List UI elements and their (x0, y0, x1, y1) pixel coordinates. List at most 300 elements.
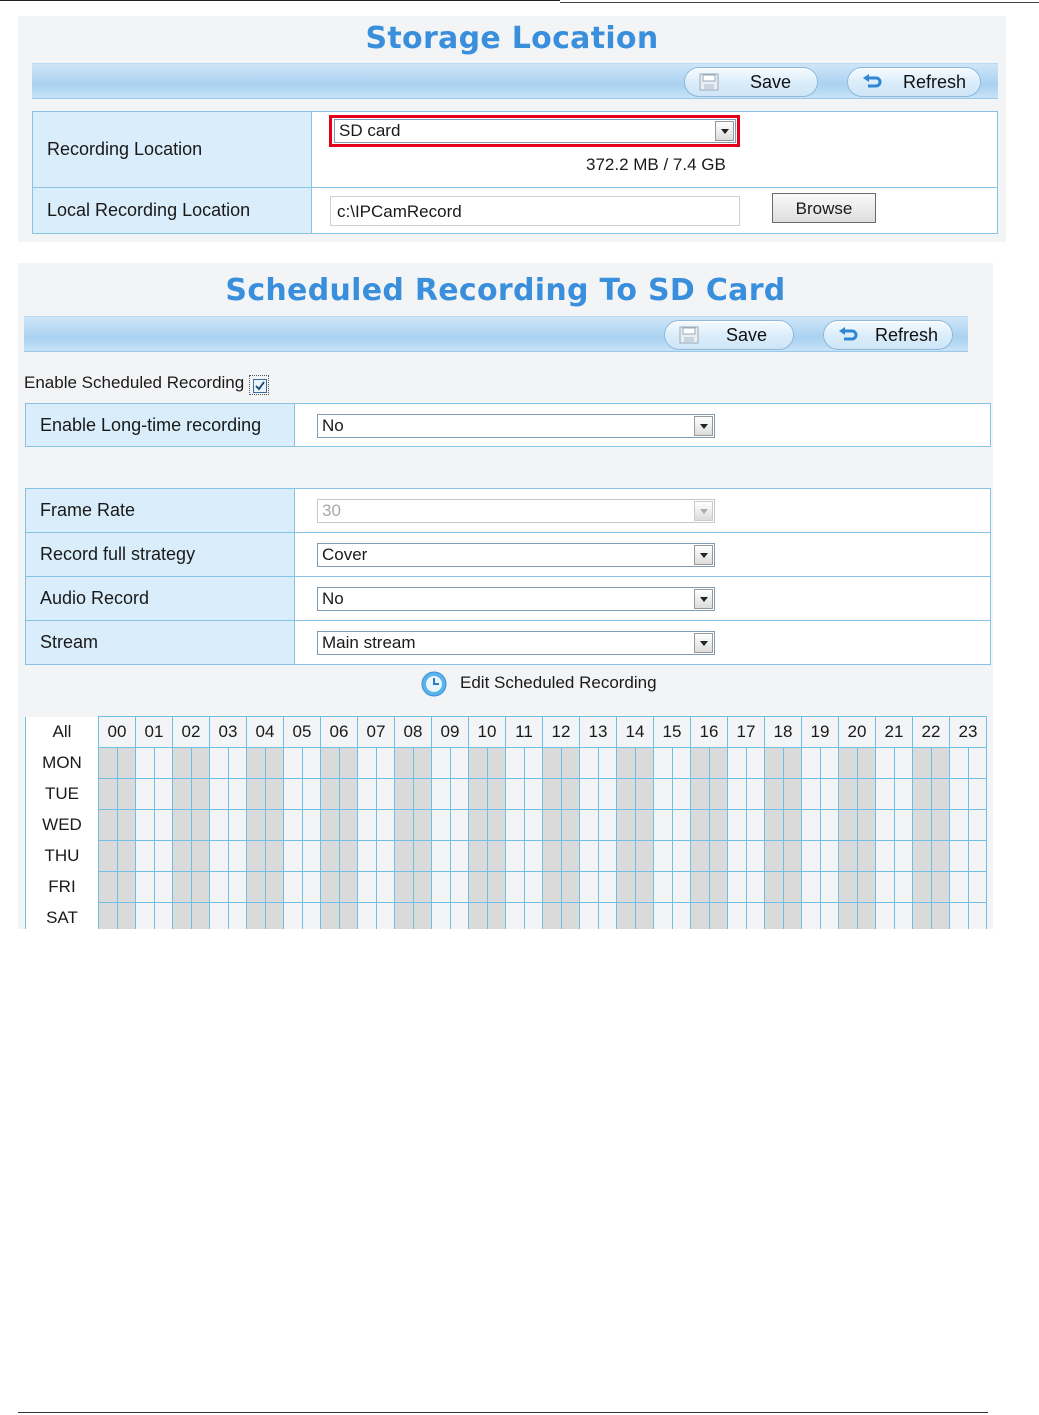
hour-header[interactable]: 14 (617, 717, 654, 748)
schedule-slot[interactable] (728, 903, 747, 930)
schedule-slot[interactable] (524, 810, 543, 841)
schedule-slot[interactable] (802, 748, 821, 779)
edit-scheduled-recording-link[interactable]: Edit Scheduled Recording (460, 673, 657, 692)
schedule-slot[interactable] (117, 841, 136, 872)
schedule-slot[interactable] (635, 748, 654, 779)
schedule-slot[interactable] (802, 841, 821, 872)
hour-header[interactable]: 05 (284, 717, 321, 748)
schedule-slot[interactable] (654, 872, 673, 903)
schedule-slot[interactable] (247, 748, 266, 779)
schedule-slot[interactable] (210, 872, 229, 903)
schedule-slot[interactable] (728, 841, 747, 872)
schedule-slot[interactable] (728, 810, 747, 841)
schedule-slot[interactable] (247, 903, 266, 930)
schedule-slot[interactable] (580, 903, 599, 930)
schedule-slot[interactable] (191, 872, 210, 903)
schedule-slot[interactable] (136, 810, 155, 841)
schedule-slot[interactable] (450, 810, 469, 841)
schedule-refresh-button[interactable] (823, 320, 953, 350)
schedule-slot[interactable] (376, 779, 395, 810)
schedule-slot[interactable] (802, 810, 821, 841)
schedule-slot[interactable] (839, 748, 858, 779)
schedule-slot[interactable] (339, 810, 358, 841)
schedule-slot[interactable] (173, 903, 192, 930)
schedule-slot[interactable] (672, 903, 691, 930)
clock-icon[interactable] (421, 671, 447, 697)
schedule-slot[interactable] (302, 810, 321, 841)
schedule-slot[interactable] (968, 810, 987, 841)
schedule-slot[interactable] (506, 810, 525, 841)
schedule-slot[interactable] (99, 779, 118, 810)
schedule-slot[interactable] (487, 903, 506, 930)
schedule-slot[interactable] (302, 841, 321, 872)
schedule-slot[interactable] (635, 872, 654, 903)
schedule-slot[interactable] (506, 748, 525, 779)
schedule-slot[interactable] (839, 903, 858, 930)
schedule-slot[interactable] (561, 779, 580, 810)
hour-header[interactable]: 23 (950, 717, 987, 748)
schedule-slot[interactable] (672, 841, 691, 872)
schedule-slot[interactable] (321, 810, 340, 841)
schedule-slot[interactable] (617, 903, 636, 930)
schedule-slot[interactable] (598, 748, 617, 779)
day-label[interactable]: MON (26, 748, 99, 779)
schedule-slot[interactable] (839, 810, 858, 841)
schedule-slot[interactable] (339, 748, 358, 779)
enable-scheduled-checkbox-focus[interactable] (249, 375, 269, 395)
schedule-slot[interactable] (783, 748, 802, 779)
schedule-slot[interactable] (765, 872, 784, 903)
schedule-slot[interactable] (728, 779, 747, 810)
schedule-slot[interactable] (432, 841, 451, 872)
schedule-slot[interactable] (487, 748, 506, 779)
schedule-slot[interactable] (672, 810, 691, 841)
schedule-slot[interactable] (783, 841, 802, 872)
schedule-slot[interactable] (210, 748, 229, 779)
schedule-slot[interactable] (968, 779, 987, 810)
schedule-slot[interactable] (469, 810, 488, 841)
schedule-slot[interactable] (672, 872, 691, 903)
schedule-slot[interactable] (802, 903, 821, 930)
schedule-slot[interactable] (561, 748, 580, 779)
schedule-slot[interactable] (839, 872, 858, 903)
schedule-slot[interactable] (543, 779, 562, 810)
schedule-slot[interactable] (117, 779, 136, 810)
schedule-slot[interactable] (654, 779, 673, 810)
schedule-slot[interactable] (210, 903, 229, 930)
hour-header[interactable]: 12 (543, 717, 580, 748)
schedule-slot[interactable] (469, 872, 488, 903)
schedule-slot[interactable] (709, 903, 728, 930)
schedule-slot[interactable] (950, 903, 969, 930)
schedule-slot[interactable] (191, 841, 210, 872)
hour-header[interactable]: 13 (580, 717, 617, 748)
schedule-slot[interactable] (931, 779, 950, 810)
schedule-slot[interactable] (339, 872, 358, 903)
hour-header[interactable]: 21 (876, 717, 913, 748)
schedule-slot[interactable] (154, 841, 173, 872)
schedule-slot[interactable] (820, 779, 839, 810)
schedule-slot[interactable] (117, 810, 136, 841)
schedule-slot[interactable] (820, 903, 839, 930)
long-time-select[interactable] (317, 414, 715, 438)
schedule-slot[interactable] (117, 748, 136, 779)
schedule-slot[interactable] (284, 810, 303, 841)
hour-header[interactable]: 00 (99, 717, 136, 748)
schedule-slot[interactable] (376, 841, 395, 872)
schedule-slot[interactable] (395, 903, 414, 930)
schedule-slot[interactable] (339, 779, 358, 810)
day-label[interactable]: FRI (26, 872, 99, 903)
schedule-slot[interactable] (321, 841, 340, 872)
schedule-slot[interactable] (376, 903, 395, 930)
schedule-slot[interactable] (876, 748, 895, 779)
schedule-slot[interactable] (950, 779, 969, 810)
hour-header[interactable]: 08 (395, 717, 432, 748)
schedule-slot[interactable] (506, 903, 525, 930)
schedule-slot[interactable] (839, 841, 858, 872)
schedule-slot[interactable] (376, 748, 395, 779)
schedule-slot[interactable] (857, 779, 876, 810)
schedule-slot[interactable] (580, 748, 599, 779)
schedule-slot[interactable] (154, 810, 173, 841)
schedule-slot[interactable] (228, 903, 247, 930)
schedule-slot[interactable] (413, 841, 432, 872)
schedule-slot[interactable] (598, 779, 617, 810)
schedule-slot[interactable] (99, 748, 118, 779)
schedule-slot[interactable] (395, 810, 414, 841)
schedule-slot[interactable] (136, 841, 155, 872)
schedule-slot[interactable] (635, 810, 654, 841)
schedule-slot[interactable] (691, 841, 710, 872)
schedule-slot[interactable] (709, 872, 728, 903)
schedule-slot[interactable] (672, 748, 691, 779)
schedule-slot[interactable] (783, 872, 802, 903)
schedule-slot[interactable] (543, 841, 562, 872)
schedule-slot[interactable] (894, 872, 913, 903)
schedule-slot[interactable] (617, 810, 636, 841)
hour-header[interactable]: 18 (765, 717, 802, 748)
schedule-slot[interactable] (913, 748, 932, 779)
schedule-slot[interactable] (598, 810, 617, 841)
schedule-slot[interactable] (413, 779, 432, 810)
schedule-slot[interactable] (524, 841, 543, 872)
day-label[interactable]: TUE (26, 779, 99, 810)
schedule-slot[interactable] (450, 841, 469, 872)
schedule-slot[interactable] (358, 748, 377, 779)
schedule-slot[interactable] (728, 748, 747, 779)
schedule-slot[interactable] (469, 841, 488, 872)
schedule-slot[interactable] (913, 841, 932, 872)
schedule-slot[interactable] (950, 841, 969, 872)
schedule-slot[interactable] (857, 841, 876, 872)
schedule-slot[interactable] (746, 841, 765, 872)
day-label[interactable]: THU (26, 841, 99, 872)
schedule-slot[interactable] (950, 810, 969, 841)
hour-header[interactable]: 19 (802, 717, 839, 748)
schedule-slot[interactable] (284, 779, 303, 810)
schedule-slot[interactable] (247, 779, 266, 810)
hour-header[interactable]: 17 (728, 717, 765, 748)
schedule-slot[interactable] (487, 779, 506, 810)
schedule-slot[interactable] (691, 872, 710, 903)
schedule-slot[interactable] (691, 810, 710, 841)
schedule-slot[interactable] (302, 872, 321, 903)
schedule-slot[interactable] (506, 872, 525, 903)
schedule-slot[interactable] (709, 841, 728, 872)
schedule-slot[interactable] (894, 810, 913, 841)
schedule-slot[interactable] (968, 903, 987, 930)
schedule-slot[interactable] (580, 841, 599, 872)
schedule-slot[interactable] (321, 748, 340, 779)
schedule-slot[interactable] (746, 779, 765, 810)
schedule-slot[interactable] (820, 841, 839, 872)
schedule-slot[interactable] (136, 779, 155, 810)
schedule-slot[interactable] (709, 748, 728, 779)
schedule-slot[interactable] (413, 810, 432, 841)
schedule-slot[interactable] (820, 810, 839, 841)
schedule-slot[interactable] (210, 841, 229, 872)
schedule-slot[interactable] (617, 872, 636, 903)
schedule-slot[interactable] (99, 872, 118, 903)
schedule-slot[interactable] (321, 903, 340, 930)
storage-save-button[interactable] (684, 67, 818, 97)
schedule-slot[interactable] (820, 748, 839, 779)
schedule-slot[interactable] (469, 748, 488, 779)
schedule-slot[interactable] (524, 779, 543, 810)
schedule-slot[interactable] (321, 872, 340, 903)
schedule-slot[interactable] (395, 748, 414, 779)
schedule-slot[interactable] (117, 872, 136, 903)
day-label[interactable]: SAT (26, 903, 99, 930)
schedule-slot[interactable] (931, 810, 950, 841)
schedule-slot[interactable] (302, 903, 321, 930)
schedule-slot[interactable] (580, 810, 599, 841)
schedule-slot[interactable] (117, 903, 136, 930)
schedule-slot[interactable] (765, 810, 784, 841)
day-label[interactable]: WED (26, 810, 99, 841)
schedule-slot[interactable] (210, 779, 229, 810)
schedule-slot[interactable] (99, 810, 118, 841)
schedule-slot[interactable] (99, 841, 118, 872)
schedule-slot[interactable] (746, 872, 765, 903)
schedule-slot[interactable] (191, 748, 210, 779)
schedule-slot[interactable] (191, 810, 210, 841)
schedule-slot[interactable] (265, 779, 284, 810)
schedule-slot[interactable] (432, 903, 451, 930)
schedule-slot[interactable] (635, 779, 654, 810)
schedule-slot[interactable] (358, 810, 377, 841)
hour-header[interactable]: 09 (432, 717, 469, 748)
schedule-slot[interactable] (894, 903, 913, 930)
hour-header[interactable]: 22 (913, 717, 950, 748)
schedule-slot[interactable] (524, 872, 543, 903)
schedule-slot[interactable] (561, 841, 580, 872)
schedule-slot[interactable] (561, 903, 580, 930)
schedule-slot[interactable] (913, 903, 932, 930)
schedule-slot[interactable] (154, 748, 173, 779)
schedule-slot[interactable] (136, 748, 155, 779)
schedule-slot[interactable] (913, 872, 932, 903)
schedule-slot[interactable] (580, 872, 599, 903)
schedule-slot[interactable] (191, 903, 210, 930)
schedule-slot[interactable] (339, 903, 358, 930)
schedule-slot[interactable] (413, 748, 432, 779)
schedule-slot[interactable] (950, 748, 969, 779)
schedule-slot[interactable] (746, 748, 765, 779)
schedule-slot[interactable] (691, 779, 710, 810)
schedule-slot[interactable] (395, 872, 414, 903)
schedule-slot[interactable] (395, 841, 414, 872)
schedule-slot[interactable] (154, 903, 173, 930)
schedule-slot[interactable] (191, 779, 210, 810)
schedule-slot[interactable] (783, 810, 802, 841)
record-full-strategy-select[interactable] (317, 543, 715, 567)
schedule-slot[interactable] (709, 810, 728, 841)
schedule-slot[interactable] (857, 810, 876, 841)
schedule-slot[interactable] (339, 841, 358, 872)
schedule-slot[interactable] (654, 903, 673, 930)
schedule-slot[interactable] (709, 779, 728, 810)
schedule-slot[interactable] (450, 748, 469, 779)
schedule-slot[interactable] (173, 779, 192, 810)
schedule-slot[interactable] (228, 779, 247, 810)
schedule-slot[interactable] (247, 810, 266, 841)
schedule-slot[interactable] (247, 872, 266, 903)
schedule-slot[interactable] (543, 903, 562, 930)
schedule-slot[interactable] (265, 810, 284, 841)
schedule-slot[interactable] (598, 903, 617, 930)
schedule-slot[interactable] (617, 748, 636, 779)
schedule-slot[interactable] (228, 841, 247, 872)
schedule-slot[interactable] (450, 903, 469, 930)
schedule-slot[interactable] (876, 810, 895, 841)
schedule-slot[interactable] (783, 903, 802, 930)
schedule-slot[interactable] (561, 810, 580, 841)
hour-header[interactable]: 01 (136, 717, 173, 748)
schedule-slot[interactable] (765, 841, 784, 872)
schedule-slot[interactable] (783, 779, 802, 810)
schedule-slot[interactable] (432, 872, 451, 903)
local-location-input[interactable]: c:\IPCamRecord (330, 196, 740, 226)
schedule-slot[interactable] (931, 841, 950, 872)
schedule-slot[interactable] (524, 903, 543, 930)
hour-header[interactable]: 20 (839, 717, 876, 748)
schedule-slot[interactable] (154, 779, 173, 810)
schedule-slot[interactable] (672, 779, 691, 810)
schedule-slot[interactable] (543, 810, 562, 841)
schedule-slot[interactable] (765, 779, 784, 810)
hour-header[interactable]: 16 (691, 717, 728, 748)
schedule-slot[interactable] (598, 872, 617, 903)
schedule-slot[interactable] (228, 810, 247, 841)
schedule-slot[interactable] (376, 872, 395, 903)
schedule-slot[interactable] (284, 841, 303, 872)
schedule-slot[interactable] (173, 872, 192, 903)
schedule-slot[interactable] (857, 903, 876, 930)
all-days-toggle[interactable]: All (26, 717, 99, 748)
schedule-slot[interactable] (450, 872, 469, 903)
schedule-slot[interactable] (99, 903, 118, 930)
schedule-slot[interactable] (968, 841, 987, 872)
schedule-slot[interactable] (358, 872, 377, 903)
schedule-slot[interactable] (432, 810, 451, 841)
schedule-slot[interactable] (358, 903, 377, 930)
schedule-slot[interactable] (358, 841, 377, 872)
schedule-slot[interactable] (654, 748, 673, 779)
schedule-slot[interactable] (210, 810, 229, 841)
schedule-slot[interactable] (265, 903, 284, 930)
enable-scheduled-checkbox[interactable] (253, 379, 267, 393)
schedule-slot[interactable] (894, 779, 913, 810)
schedule-slot[interactable] (173, 810, 192, 841)
schedule-slot[interactable] (302, 748, 321, 779)
schedule-slot[interactable] (302, 779, 321, 810)
storage-refresh-button[interactable] (847, 67, 981, 97)
schedule-slot[interactable] (580, 779, 599, 810)
schedule-slot[interactable] (691, 903, 710, 930)
schedule-slot[interactable] (265, 841, 284, 872)
schedule-slot[interactable] (413, 872, 432, 903)
schedule-slot[interactable] (524, 748, 543, 779)
schedule-slot[interactable] (691, 748, 710, 779)
schedule-slot[interactable] (654, 810, 673, 841)
schedule-slot[interactable] (228, 872, 247, 903)
schedule-slot[interactable] (968, 872, 987, 903)
hour-header[interactable]: 07 (358, 717, 395, 748)
schedule-slot[interactable] (358, 779, 377, 810)
schedule-slot[interactable] (617, 841, 636, 872)
schedule-slot[interactable] (765, 903, 784, 930)
schedule-slot[interactable] (968, 748, 987, 779)
schedule-slot[interactable] (173, 841, 192, 872)
schedule-slot[interactable] (228, 748, 247, 779)
schedule-slot[interactable] (913, 779, 932, 810)
schedule-slot[interactable] (857, 748, 876, 779)
audio-record-select[interactable] (317, 587, 715, 611)
schedule-slot[interactable] (321, 779, 340, 810)
schedule-slot[interactable] (598, 841, 617, 872)
schedule-slot[interactable] (173, 748, 192, 779)
browse-button[interactable]: Browse (772, 193, 876, 223)
schedule-slot[interactable] (931, 872, 950, 903)
hour-header[interactable]: 06 (321, 717, 358, 748)
hour-header[interactable]: 10 (469, 717, 506, 748)
schedule-slot[interactable] (136, 903, 155, 930)
schedule-slot[interactable] (487, 872, 506, 903)
schedule-slot[interactable] (450, 779, 469, 810)
schedule-slot[interactable] (413, 903, 432, 930)
hour-header[interactable]: 15 (654, 717, 691, 748)
schedule-slot[interactable] (894, 841, 913, 872)
schedule-slot[interactable] (265, 748, 284, 779)
schedule-slot[interactable] (506, 841, 525, 872)
schedule-slot[interactable] (746, 903, 765, 930)
schedule-slot[interactable] (839, 779, 858, 810)
schedule-slot[interactable] (487, 841, 506, 872)
schedule-slot[interactable] (876, 779, 895, 810)
schedule-slot[interactable] (746, 810, 765, 841)
schedule-slot[interactable] (876, 872, 895, 903)
stream-select[interactable] (317, 631, 715, 655)
schedule-slot[interactable] (931, 748, 950, 779)
schedule-slot[interactable] (654, 841, 673, 872)
schedule-slot[interactable] (487, 810, 506, 841)
schedule-slot[interactable] (802, 872, 821, 903)
hour-header[interactable]: 04 (247, 717, 284, 748)
schedule-slot[interactable] (876, 841, 895, 872)
schedule-slot[interactable] (284, 748, 303, 779)
